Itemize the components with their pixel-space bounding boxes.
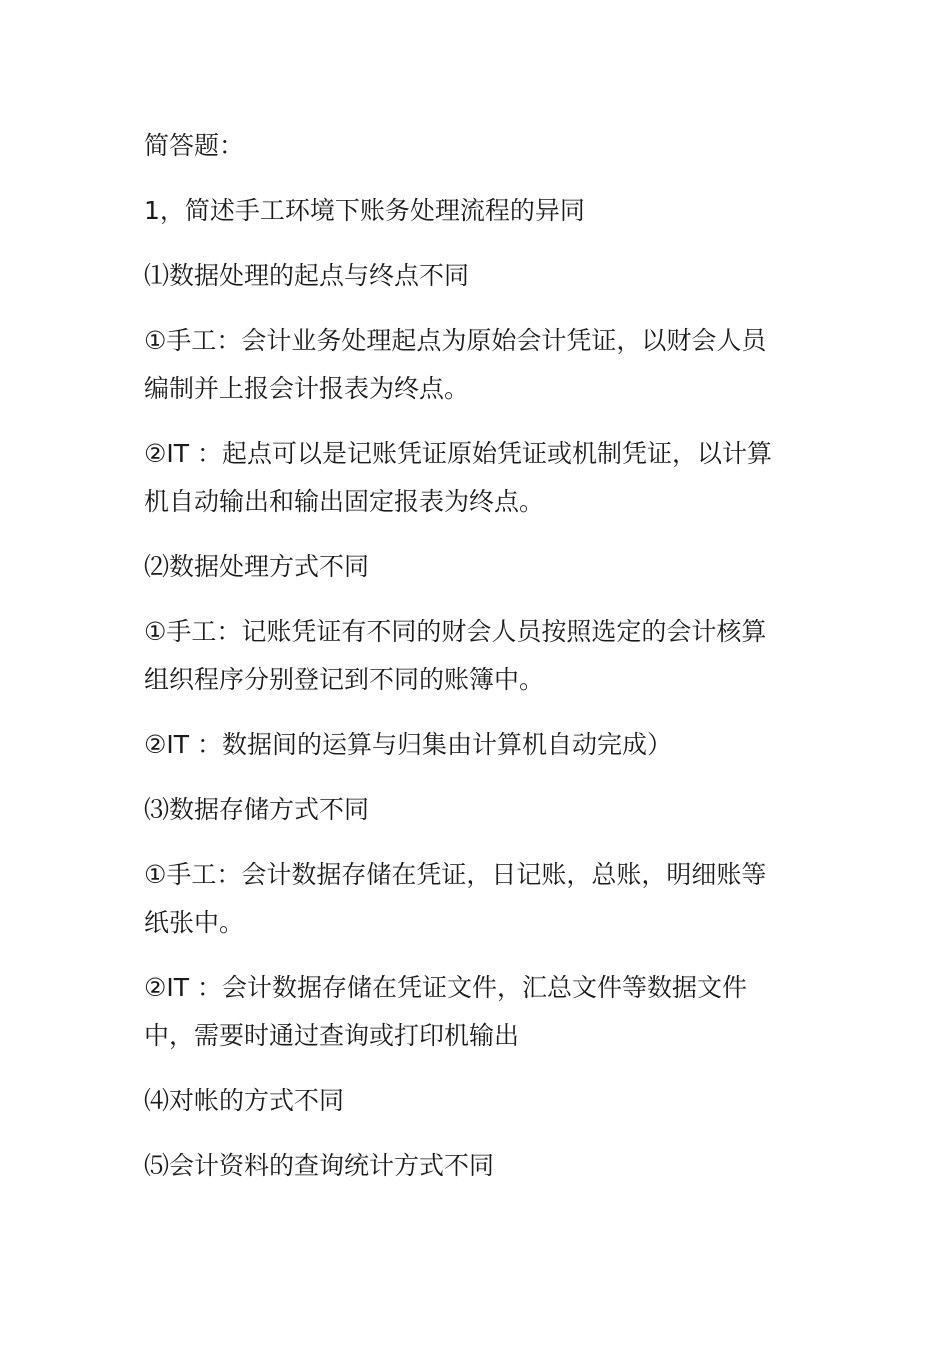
point-2-it: ②IT ：数据间的运算与归集由计算机自动完成） (144, 730, 673, 759)
point-2-manual: ①手工：记账凭证有不同的财会人员按照选定的会计核算组织程序分别登记到不同的账簿中。 (144, 617, 767, 694)
point-heading-1: ⑴数据处理的起点与终点不同 (144, 261, 470, 290)
point-3-manual: ①手工：会计数据存储在凭证，日记账，总账，明细账等纸张中。 (144, 860, 767, 937)
point-1-it: ②IT ：起点可以是记账凭证原始凭证或机制凭证，以计算机自动输出和输出固定报表为终点。 (144, 439, 773, 516)
point-heading-2: ⑵数据处理方式不同 (144, 552, 370, 581)
section-heading: 简答题： (144, 131, 245, 160)
document-body (144, 122, 784, 1207)
point-1-manual: ①手工：会计业务处理起点为原始会计凭证，以财会人员编制并上报会计报表为终点。 (144, 326, 767, 403)
point-heading-4: ⑷对帐的方式不同 (144, 1086, 345, 1115)
point-heading-5: ⑸会计资料的查询统计方式不同 (144, 1151, 495, 1180)
point-heading-3: ⑶数据存储方式不同 (144, 795, 370, 824)
question-title: 1，简述手工环境下账务处理流程的异同 (144, 196, 585, 225)
point-3-it: ②IT ：会计数据存储在凭证文件，汇总文件等数据文件中，需要时通过查询或打印机输出 (144, 973, 748, 1050)
